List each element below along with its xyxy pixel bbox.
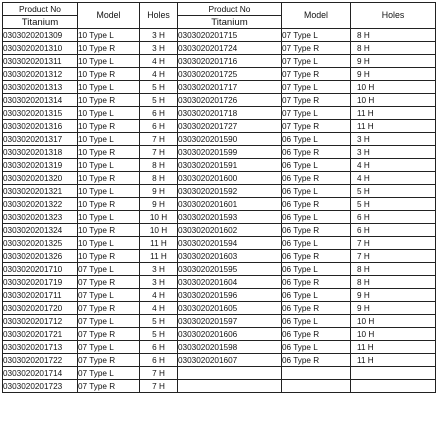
right-model-cell: 06 Type L — [282, 289, 351, 302]
table-row — [3, 29, 436, 42]
left-model-cell: 10 Type R — [78, 172, 140, 185]
right-model-cell: 07 Type L — [282, 29, 351, 42]
left-holes-cell: 3 H — [140, 42, 178, 55]
left-holes-cell: 8 H — [140, 172, 178, 185]
left-model-cell: 10 Type R — [78, 68, 140, 81]
header-product-no-left: Product No — [3, 3, 78, 16]
right-product-no-cell: 0303020201606 — [178, 328, 282, 341]
left-holes-cell: 11 H — [140, 250, 178, 263]
left-product-no-cell: 0303020201316 — [3, 120, 78, 133]
left-model-cell: 10 Type R — [78, 224, 140, 237]
left-model-cell: 07 Type L — [78, 289, 140, 302]
header-product-no-right: Product No — [178, 3, 282, 16]
right-product-no-cell: 0303020201603 — [178, 250, 282, 263]
left-model-cell: 10 Type L — [78, 29, 140, 42]
left-product-no-cell: 0303020201310 — [3, 42, 78, 55]
right-product-no-cell: 0303020201591 — [178, 159, 282, 172]
table-row — [3, 237, 436, 250]
left-model-cell: 10 Type R — [78, 146, 140, 159]
right-model-cell: 07 Type R — [282, 120, 351, 133]
left-product-no-cell: 0303020201711 — [3, 289, 78, 302]
left-holes-cell: 11 H — [140, 237, 178, 250]
left-holes-cell: 9 H — [140, 185, 178, 198]
right-model-cell: 06 Type R — [282, 198, 351, 211]
table-row — [3, 250, 436, 263]
right-holes-cell: 4 H — [351, 172, 436, 185]
left-model-cell: 07 Type R — [78, 276, 140, 289]
left-model-cell: 07 Type L — [78, 263, 140, 276]
right-holes-cell: 8 H — [351, 29, 436, 42]
right-product-no-cell: 0303020201725 — [178, 68, 282, 81]
left-model-cell: 07 Type R — [78, 354, 140, 367]
right-holes-cell: 5 H — [351, 185, 436, 198]
table-body — [3, 29, 436, 393]
right-holes-cell: 10 H — [351, 315, 436, 328]
table-row — [3, 354, 436, 367]
left-holes-cell: 4 H — [140, 55, 178, 68]
product-spec-table — [2, 2, 436, 393]
left-holes-cell: 10 H — [140, 224, 178, 237]
table-row — [3, 81, 436, 94]
left-model-cell: 10 Type L — [78, 211, 140, 224]
right-holes-cell: 6 H — [351, 224, 436, 237]
right-holes-cell: 4 H — [351, 159, 436, 172]
right-holes-cell — [351, 367, 436, 380]
left-holes-cell: 4 H — [140, 289, 178, 302]
right-product-no-cell: 0303020201592 — [178, 185, 282, 198]
right-model-cell: 06 Type R — [282, 146, 351, 159]
right-holes-cell: 11 H — [351, 341, 436, 354]
left-product-no-cell: 0303020201314 — [3, 94, 78, 107]
right-model-cell: 06 Type R — [282, 250, 351, 263]
left-model-cell: 07 Type L — [78, 367, 140, 380]
left-holes-cell: 6 H — [140, 354, 178, 367]
left-product-no-cell: 0303020201721 — [3, 328, 78, 341]
left-product-no-cell: 0303020201719 — [3, 276, 78, 289]
left-product-no-cell: 0303020201309 — [3, 29, 78, 42]
left-product-no-cell: 0303020201720 — [3, 302, 78, 315]
left-product-no-cell: 0303020201326 — [3, 250, 78, 263]
header-model-right: Model — [282, 3, 351, 29]
right-product-no-cell: 0303020201599 — [178, 146, 282, 159]
left-holes-cell: 5 H — [140, 315, 178, 328]
left-product-no-cell: 0303020201325 — [3, 237, 78, 250]
left-holes-cell: 9 H — [140, 198, 178, 211]
right-model-cell: 07 Type R — [282, 42, 351, 55]
right-holes-cell: 10 H — [351, 81, 436, 94]
left-model-cell: 07 Type R — [78, 328, 140, 341]
right-holes-cell: 9 H — [351, 289, 436, 302]
table-row — [3, 55, 436, 68]
material-label-left: Titanium — [3, 16, 78, 29]
left-product-no-cell: 0303020201312 — [3, 68, 78, 81]
table-row — [3, 120, 436, 133]
left-model-cell: 10 Type R — [78, 42, 140, 55]
left-model-cell: 10 Type L — [78, 237, 140, 250]
left-product-no-cell: 0303020201714 — [3, 367, 78, 380]
left-product-no-cell: 0303020201713 — [3, 341, 78, 354]
header-holes-right: Holes — [351, 3, 436, 29]
right-product-no-cell: 0303020201726 — [178, 94, 282, 107]
left-product-no-cell: 0303020201322 — [3, 198, 78, 211]
table-row — [3, 315, 436, 328]
right-holes-cell: 9 H — [351, 302, 436, 315]
left-model-cell: 10 Type L — [78, 159, 140, 172]
left-product-no-cell: 0303020201723 — [3, 380, 78, 393]
right-model-cell: 06 Type L — [282, 315, 351, 328]
right-holes-cell: 8 H — [351, 42, 436, 55]
table-row — [3, 198, 436, 211]
right-product-no-cell: 0303020201605 — [178, 302, 282, 315]
right-product-no-cell: 0303020201602 — [178, 224, 282, 237]
right-product-no-cell: 0303020201607 — [178, 354, 282, 367]
left-product-no-cell: 0303020201313 — [3, 81, 78, 94]
right-model-cell: 07 Type L — [282, 81, 351, 94]
left-holes-cell: 3 H — [140, 276, 178, 289]
left-model-cell: 10 Type L — [78, 185, 140, 198]
left-holes-cell: 6 H — [140, 341, 178, 354]
right-model-cell — [282, 380, 351, 393]
left-model-cell: 10 Type R — [78, 198, 140, 211]
table-row — [3, 341, 436, 354]
right-model-cell: 06 Type R — [282, 354, 351, 367]
table-row — [3, 289, 436, 302]
left-model-cell: 10 Type R — [78, 120, 140, 133]
left-holes-cell: 3 H — [140, 263, 178, 276]
right-product-no-cell — [178, 367, 282, 380]
right-model-cell: 06 Type L — [282, 263, 351, 276]
right-holes-cell: 11 H — [351, 120, 436, 133]
right-holes-cell — [351, 380, 436, 393]
right-model-cell: 07 Type R — [282, 68, 351, 81]
left-model-cell: 10 Type L — [78, 133, 140, 146]
right-product-no-cell — [178, 380, 282, 393]
material-label-right: Titanium — [178, 16, 282, 29]
table-row — [3, 68, 436, 81]
right-product-no-cell: 0303020201716 — [178, 55, 282, 68]
left-product-no-cell: 0303020201318 — [3, 146, 78, 159]
right-model-cell: 06 Type R — [282, 172, 351, 185]
left-product-no-cell: 0303020201323 — [3, 211, 78, 224]
right-holes-cell: 7 H — [351, 237, 436, 250]
table-row — [3, 263, 436, 276]
left-holes-cell: 5 H — [140, 94, 178, 107]
left-holes-cell: 7 H — [140, 146, 178, 159]
left-holes-cell: 10 H — [140, 211, 178, 224]
table-row — [3, 146, 436, 159]
header-holes-left: Holes — [140, 3, 178, 29]
right-model-cell: 06 Type L — [282, 133, 351, 146]
right-product-no-cell: 0303020201596 — [178, 289, 282, 302]
left-holes-cell: 7 H — [140, 133, 178, 146]
right-holes-cell: 3 H — [351, 133, 436, 146]
table-row — [3, 133, 436, 146]
left-product-no-cell: 0303020201321 — [3, 185, 78, 198]
right-holes-cell: 10 H — [351, 94, 436, 107]
left-holes-cell: 8 H — [140, 159, 178, 172]
left-model-cell: 07 Type R — [78, 380, 140, 393]
right-product-no-cell: 0303020201595 — [178, 263, 282, 276]
right-product-no-cell: 0303020201727 — [178, 120, 282, 133]
table-row — [3, 159, 436, 172]
right-holes-cell: 3 H — [351, 146, 436, 159]
left-holes-cell: 6 H — [140, 107, 178, 120]
right-product-no-cell: 0303020201593 — [178, 211, 282, 224]
right-holes-cell: 11 H — [351, 107, 436, 120]
right-holes-cell: 9 H — [351, 68, 436, 81]
left-model-cell: 07 Type L — [78, 341, 140, 354]
right-holes-cell: 7 H — [351, 250, 436, 263]
right-product-no-cell: 0303020201594 — [178, 237, 282, 250]
table-row — [3, 224, 436, 237]
left-product-no-cell: 0303020201324 — [3, 224, 78, 237]
left-product-no-cell: 0303020201315 — [3, 107, 78, 120]
right-model-cell: 06 Type L — [282, 159, 351, 172]
right-holes-cell: 8 H — [351, 263, 436, 276]
right-model-cell: 06 Type R — [282, 328, 351, 341]
left-product-no-cell: 0303020201311 — [3, 55, 78, 68]
product-table-container — [2, 2, 436, 393]
left-model-cell: 10 Type R — [78, 250, 140, 263]
right-model-cell: 06 Type L — [282, 185, 351, 198]
right-product-no-cell: 0303020201718 — [178, 107, 282, 120]
left-holes-cell: 7 H — [140, 367, 178, 380]
table-row — [3, 42, 436, 55]
right-model-cell: 06 Type R — [282, 302, 351, 315]
left-holes-cell: 3 H — [140, 29, 178, 42]
right-model-cell — [282, 367, 351, 380]
right-model-cell: 06 Type R — [282, 276, 351, 289]
right-product-no-cell: 0303020201597 — [178, 315, 282, 328]
right-product-no-cell: 0303020201604 — [178, 276, 282, 289]
table-row — [3, 276, 436, 289]
table-row — [3, 94, 436, 107]
left-model-cell: 10 Type L — [78, 81, 140, 94]
right-product-no-cell: 0303020201715 — [178, 29, 282, 42]
left-product-no-cell: 0303020201320 — [3, 172, 78, 185]
left-model-cell: 07 Type R — [78, 302, 140, 315]
right-product-no-cell: 0303020201724 — [178, 42, 282, 55]
table-row — [3, 302, 436, 315]
right-holes-cell: 8 H — [351, 276, 436, 289]
table-header-row — [3, 3, 436, 16]
right-product-no-cell: 0303020201598 — [178, 341, 282, 354]
left-model-cell: 10 Type R — [78, 94, 140, 107]
table-row — [3, 107, 436, 120]
left-holes-cell: 5 H — [140, 81, 178, 94]
left-product-no-cell: 0303020201722 — [3, 354, 78, 367]
left-holes-cell: 7 H — [140, 380, 178, 393]
left-product-no-cell: 0303020201712 — [3, 315, 78, 328]
right-model-cell: 06 Type L — [282, 341, 351, 354]
table-row — [3, 172, 436, 185]
right-holes-cell: 10 H — [351, 328, 436, 341]
right-product-no-cell: 0303020201717 — [178, 81, 282, 94]
left-model-cell: 10 Type L — [78, 55, 140, 68]
left-holes-cell: 5 H — [140, 328, 178, 341]
table-row — [3, 211, 436, 224]
right-model-cell: 07 Type R — [282, 94, 351, 107]
table-row — [3, 185, 436, 198]
right-model-cell: 06 Type L — [282, 211, 351, 224]
left-model-cell: 07 Type L — [78, 315, 140, 328]
table-row — [3, 328, 436, 341]
header-model-left: Model — [78, 3, 140, 29]
right-holes-cell: 11 H — [351, 354, 436, 367]
right-holes-cell: 5 H — [351, 198, 436, 211]
right-model-cell: 07 Type L — [282, 55, 351, 68]
left-model-cell: 10 Type L — [78, 107, 140, 120]
left-holes-cell: 4 H — [140, 302, 178, 315]
table-row — [3, 380, 436, 393]
right-product-no-cell: 0303020201601 — [178, 198, 282, 211]
right-holes-cell: 6 H — [351, 211, 436, 224]
right-product-no-cell: 0303020201590 — [178, 133, 282, 146]
right-product-no-cell: 0303020201600 — [178, 172, 282, 185]
right-model-cell: 06 Type R — [282, 224, 351, 237]
right-holes-cell: 9 H — [351, 55, 436, 68]
right-model-cell: 07 Type L — [282, 107, 351, 120]
left-product-no-cell: 0303020201319 — [3, 159, 78, 172]
left-holes-cell: 4 H — [140, 68, 178, 81]
left-product-no-cell: 0303020201317 — [3, 133, 78, 146]
left-holes-cell: 6 H — [140, 120, 178, 133]
left-product-no-cell: 0303020201710 — [3, 263, 78, 276]
table-row — [3, 367, 436, 380]
right-model-cell: 06 Type L — [282, 237, 351, 250]
